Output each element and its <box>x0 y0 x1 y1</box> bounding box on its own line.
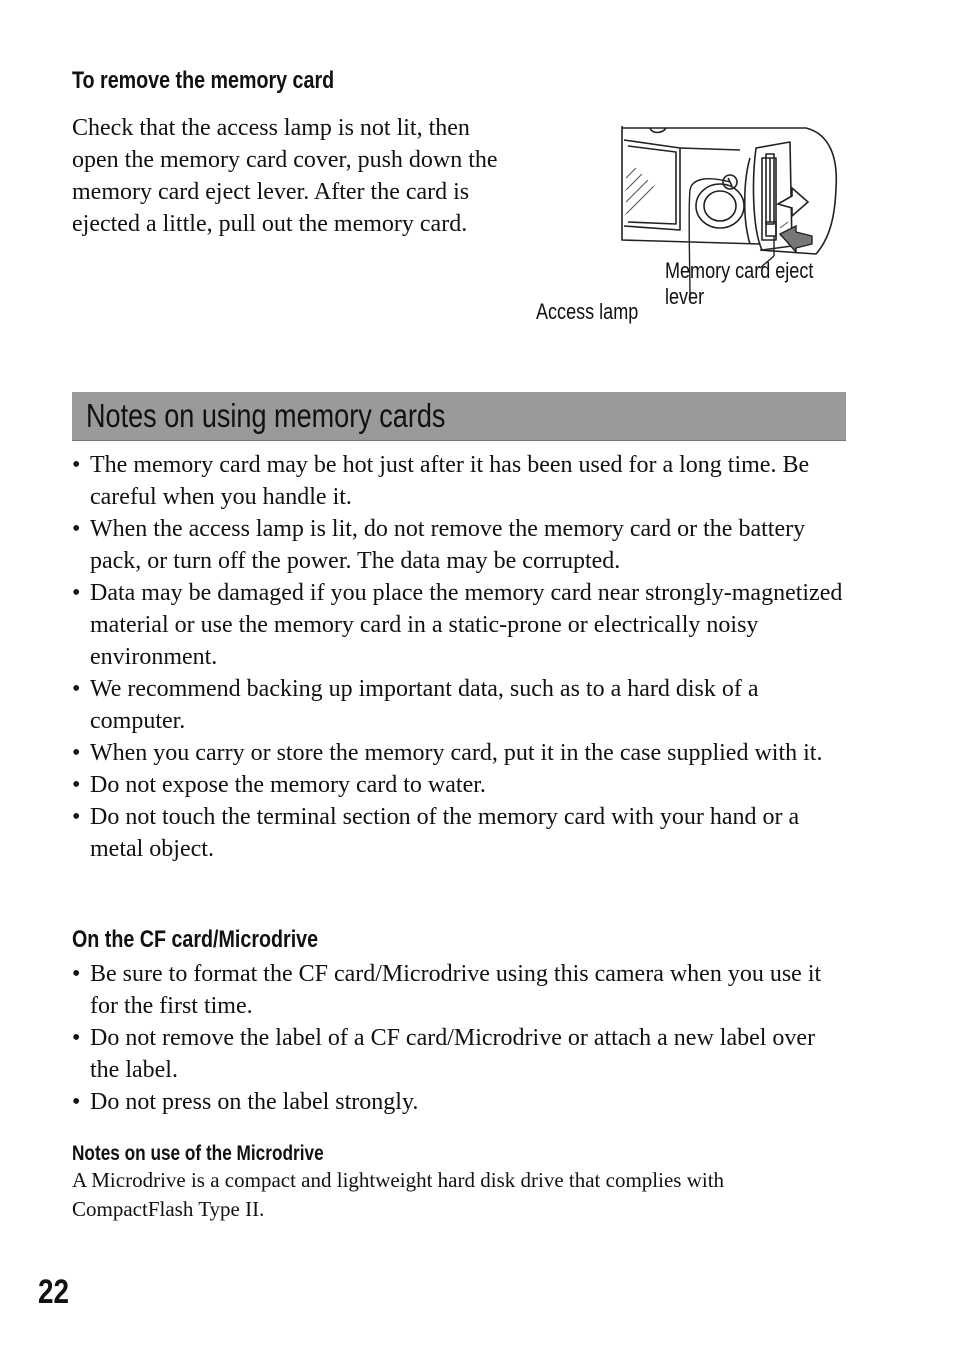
bullet-icon: • <box>72 961 81 987</box>
eject-lever-label: Memory card eject lever <box>665 258 814 309</box>
list-item: • We recommend backing up important data, such as to a hard disk of a computer. <box>72 673 848 737</box>
microdrive-description: A Microdrive is a compact and lightweight hard disk drive that complies with CompactFlash Type II. <box>72 1168 725 1221</box>
bullet-icon: • <box>72 1089 81 1115</box>
bullet-icon: • <box>72 452 81 478</box>
bullet-icon: • <box>72 1025 81 1051</box>
section-banner <box>72 392 846 441</box>
list-item: • Do not press on the label strongly. <box>72 1086 848 1118</box>
bullet-icon: • <box>72 772 81 798</box>
bullet-icon: • <box>72 740 81 766</box>
page-number: 22 <box>38 1273 70 1311</box>
memory-card-notes-list <box>72 449 848 865</box>
list-item: • When the access lamp is lit, do not remove the memory card or the battery pack, or turn off the power. The data may be corrupted. <box>72 513 848 577</box>
bullet-icon: • <box>72 580 81 606</box>
bullet-icon: • <box>72 516 81 542</box>
list-item: • Do not touch the terminal section of the memory card with your hand or a metal object. <box>72 801 848 865</box>
section-title: Notes on using memory cards <box>86 397 446 434</box>
list-item: • The memory card may be hot just after it has been used for a long time. Be careful when you handle it. <box>72 449 848 513</box>
access-lamp-label: Access lamp <box>536 299 639 324</box>
list-item: • Data may be damaged if you place the memory card near strongly-magnetized material or use the memory card in a static-prone or electrically noisy environment. <box>72 577 848 673</box>
cf-card-heading: On the CF card/Microdrive <box>72 926 319 953</box>
microdrive-heading: Notes on use of the Microdrive <box>72 1142 324 1165</box>
list-item: • Do not expose the memory card to water. <box>72 769 848 801</box>
list-item: • Be sure to format the CF card/Microdrive using this camera when you use it for the first time. <box>72 958 848 1022</box>
cf-card-notes-list <box>72 958 848 1118</box>
camera-card-slot-illustration <box>530 118 850 338</box>
remove-card-instructions: Check that the access lamp is not lit, then open the memory card cover, push down the memory card eject lever. After the card is ejected a little, pull out the memory card. <box>72 115 498 237</box>
remove-card-heading: To remove the memory card <box>72 67 335 94</box>
list-item: • Do not remove the label of a CF card/Microdrive or attach a new label over the label. <box>72 1022 848 1086</box>
list-item: • When you carry or store the memory card, put it in the case supplied with it. <box>72 737 848 769</box>
bullet-icon: • <box>72 804 81 830</box>
bullet-icon: • <box>72 676 81 702</box>
